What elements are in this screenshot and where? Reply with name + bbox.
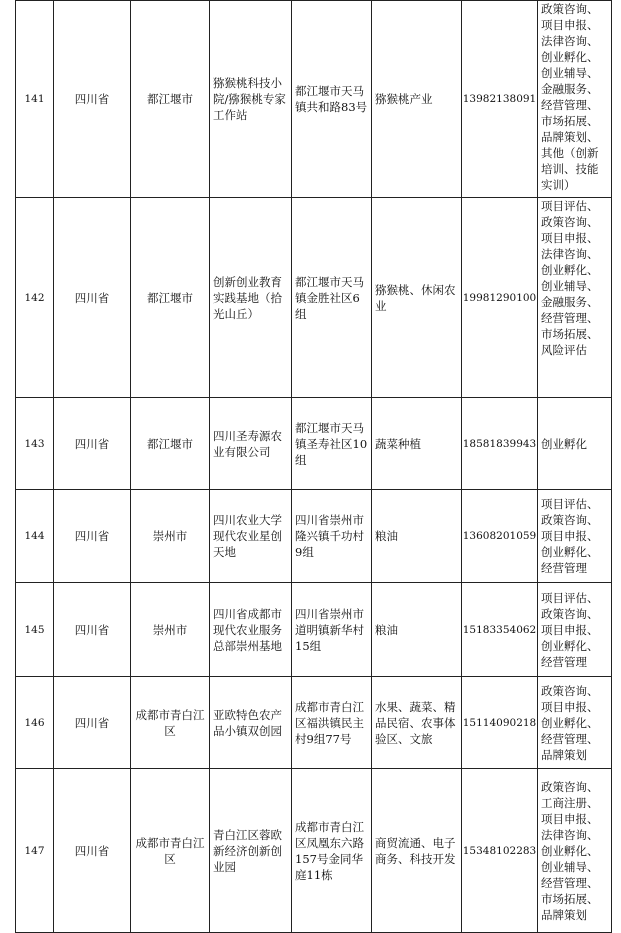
- service-item: 其他（创新: [541, 146, 599, 160]
- service-item: 创业孵化、: [541, 843, 599, 858]
- province-cell: 四川省: [54, 198, 131, 398]
- service-item: 品牌策划、: [541, 130, 599, 144]
- row-number: 142: [16, 198, 54, 398]
- service-item: 创业孵化、: [541, 545, 599, 559]
- service-item: 创业孵化: [541, 436, 587, 451]
- services-cell: [538, 1, 612, 198]
- service-item: 金融服务、: [541, 82, 599, 96]
- city-cell: 都江堰市: [131, 198, 210, 398]
- phone-cell: 13982138091: [462, 1, 538, 198]
- city-cell: 都江堰市: [131, 1, 210, 198]
- service-item: 市场拓展、: [541, 327, 599, 341]
- service-item: 工商注册、: [541, 795, 599, 810]
- base-name-cell: 四川圣寿源农业有限公司: [210, 398, 292, 490]
- industry-cell: 蔬菜种植: [372, 398, 462, 490]
- services-cell: [538, 490, 612, 583]
- phone-cell: 18581839943: [462, 398, 538, 490]
- province-cell: 四川省: [54, 398, 131, 490]
- service-item: 创业辅导、: [541, 66, 599, 80]
- service-item: 政策咨询、: [541, 2, 599, 16]
- service-item: 实训）: [541, 178, 576, 192]
- city-cell: 成都市青白江区: [131, 769, 210, 933]
- row-number: 141: [16, 1, 54, 198]
- service-item: 创业辅导、: [541, 859, 599, 874]
- service-item: 经营管理: [541, 561, 587, 575]
- base-name-cell: 猕猴桃科技小院/猕猴桃专家工作站: [210, 1, 292, 198]
- city-cell: 崇州市: [131, 490, 210, 583]
- service-item: 经营管理、: [541, 875, 599, 890]
- row-number: 143: [16, 398, 54, 490]
- service-item: 政策咨询、: [541, 513, 599, 527]
- province-cell: 四川省: [54, 583, 131, 677]
- table-row: [16, 769, 612, 933]
- base-name-cell: 四川农业大学现代农业星创天地: [210, 490, 292, 583]
- service-item: 政策咨询、: [541, 215, 599, 229]
- service-item: 项目评估、: [541, 497, 599, 511]
- city-cell: 崇州市: [131, 583, 210, 677]
- service-item: 创业孵化、: [541, 50, 599, 64]
- service-item: 品牌策划: [541, 907, 587, 922]
- industry-cell: 商贸流通、电子商务、科技开发: [372, 769, 462, 933]
- service-item: 项目申报、: [541, 622, 599, 637]
- address-cell: 成都市青白江区福洪镇民主村9组77号: [292, 677, 372, 769]
- phone-cell: 19981290100: [462, 198, 538, 398]
- table-row: [16, 583, 612, 677]
- row-number: 145: [16, 583, 54, 677]
- services-cell: [538, 198, 612, 398]
- industry-cell: 猕猴桃、休闲农业: [372, 198, 462, 398]
- base-name-cell: 亚欧特色农产品小镇双创园: [210, 677, 292, 769]
- city-cell: 都江堰市: [131, 398, 210, 490]
- province-cell: 四川省: [54, 769, 131, 933]
- table-row: [16, 398, 612, 490]
- table-row: [16, 1, 612, 198]
- table-row: [16, 198, 612, 398]
- service-item: 法律咨询、: [541, 247, 599, 261]
- address-cell: 四川省崇州市道明镇新华村15组: [292, 583, 372, 677]
- services-cell: [538, 583, 612, 677]
- service-item: 法律咨询、: [541, 827, 599, 842]
- services-cell: [538, 677, 612, 769]
- service-item: 创业辅导、: [541, 279, 599, 293]
- row-number: 146: [16, 677, 54, 769]
- industry-cell: 粮油: [372, 490, 462, 583]
- service-item: 项目申报、: [541, 529, 599, 543]
- address-cell: 都江堰市天马镇金胜社区6组: [292, 198, 372, 398]
- service-item: 项目评估、: [541, 199, 599, 213]
- service-item: 创业孵化、: [541, 638, 599, 653]
- phone-cell: 15183354062: [462, 583, 538, 677]
- base-name-cell: 青白江区蓉欧新经济创新创业园: [210, 769, 292, 933]
- services-cell: [538, 769, 612, 933]
- service-item: 市场拓展、: [541, 891, 599, 906]
- address-cell: 四川省崇州市隆兴镇千功村9组: [292, 490, 372, 583]
- service-item: 项目评估、: [541, 590, 599, 605]
- table-row: [16, 677, 612, 769]
- service-item: 项目申报、: [541, 18, 599, 32]
- phone-cell: 15114090218: [462, 677, 538, 769]
- city-cell: 成都市青白江区: [131, 677, 210, 769]
- table-row: [16, 490, 612, 583]
- service-item: 品牌策划: [541, 747, 587, 762]
- service-item: 项目申报、: [541, 699, 599, 714]
- service-item: 经营管理、: [541, 311, 599, 325]
- service-item: 法律咨询、: [541, 34, 599, 48]
- service-item: 创业孵化、: [541, 263, 599, 277]
- address-cell: 都江堰市天马镇共和路83号: [292, 1, 372, 198]
- services-cell: [538, 398, 612, 490]
- service-item: 政策咨询、: [541, 606, 599, 621]
- service-item: 经营管理: [541, 654, 587, 669]
- service-item: 风险评估: [541, 343, 587, 357]
- service-item: 政策咨询、: [541, 779, 599, 794]
- phone-cell: 13608201059: [462, 490, 538, 583]
- service-item: 金融服务、: [541, 295, 599, 309]
- service-item: 项目申报、: [541, 231, 599, 245]
- phone-cell: 15348102283: [462, 769, 538, 933]
- province-cell: 四川省: [54, 490, 131, 583]
- row-number: 147: [16, 769, 54, 933]
- industry-cell: 水果、蔬菜、精品民宿、农事体验区、文旅: [372, 677, 462, 769]
- service-item: 培训、技能: [541, 162, 599, 176]
- province-cell: 四川省: [54, 1, 131, 198]
- service-item: 市场拓展、: [541, 114, 599, 128]
- base-name-cell: 四川省成都市现代农业服务总部崇州基地: [210, 583, 292, 677]
- service-item: 政策咨询、: [541, 683, 599, 698]
- province-cell: 四川省: [54, 677, 131, 769]
- base-name-cell: 创新创业教育实践基地（拾光山丘）: [210, 198, 292, 398]
- industry-cell: 猕猴桃产业: [372, 1, 462, 198]
- service-item: 创业孵化、: [541, 715, 599, 730]
- incubation-base-table: [15, 0, 612, 933]
- service-item: 经营管理、: [541, 98, 599, 112]
- service-item: 项目申报、: [541, 811, 599, 826]
- service-item: 经营管理、: [541, 731, 599, 746]
- industry-cell: 粮油: [372, 583, 462, 677]
- address-cell: 成都市青白江区凤凰东六路157号金同华庭11栋: [292, 769, 372, 933]
- address-cell: 都江堰市天马镇圣寿社区10组: [292, 398, 372, 490]
- row-number: 144: [16, 490, 54, 583]
